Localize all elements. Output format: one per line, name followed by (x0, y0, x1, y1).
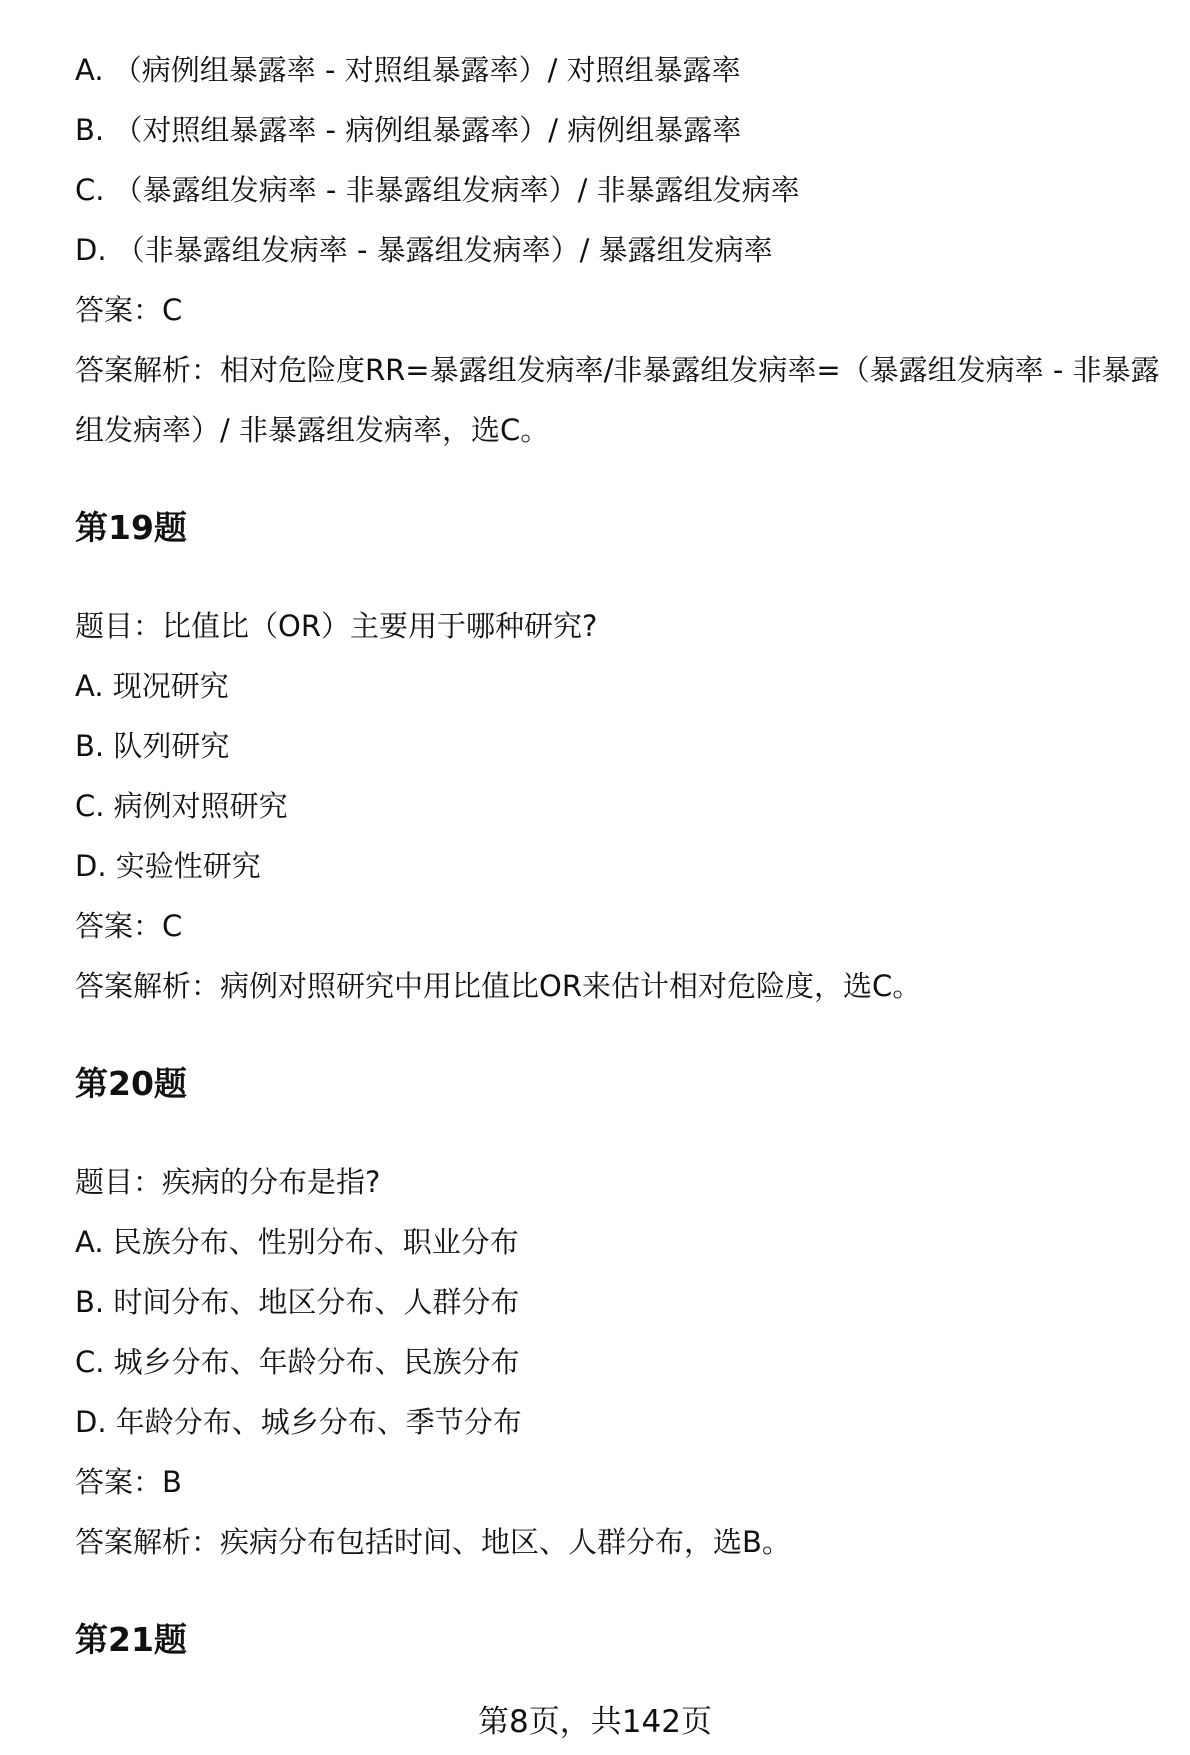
question-text: 题目：比值比（OR）主要用于哪种研究? (75, 609, 598, 643)
option-b: B. 队列研究 (75, 729, 230, 763)
question-21 (75, 1610, 1165, 1670)
option-c: C. 城乡分布、年龄分布、民族分布 (75, 1345, 520, 1379)
question-18 (75, 40, 1165, 460)
question-heading: 第19题 (75, 508, 187, 547)
answer: 答案：B (75, 1465, 182, 1499)
question-heading: 第21题 (75, 1620, 187, 1659)
option-b: B. 时间分布、地区分布、人群分布 (75, 1285, 520, 1319)
option-a: A. 现况研究 (75, 669, 229, 703)
option-a: A. 民族分布、性别分布、职业分布 (75, 1225, 519, 1259)
answer-analysis: 答案解析：病例对照研究中用比值比OR来估计相对危险度，选C。 (75, 969, 922, 1003)
answer: 答案：C (75, 909, 183, 943)
answer-analysis: 答案解析：疾病分布包括时间、地区、人群分布，选B。 (75, 1525, 791, 1559)
option-d: D. 年龄分布、城乡分布、季节分布 (75, 1405, 522, 1439)
question-heading: 第20题 (75, 1064, 187, 1103)
answer: 答案：C (75, 293, 183, 327)
document-page (75, 40, 1165, 1670)
question-19 (75, 498, 1165, 1016)
option-d: D. （非暴露组发病率 - 暴露组发病率）/ 暴露组发病率 (75, 233, 773, 267)
question-20 (75, 1054, 1165, 1572)
answer-analysis: 答案解析：相对危险度RR=暴露组发病率/非暴露组发病率=（暴露组发病率 - 非暴露组发病率）/ 非暴露组发病率，选C。 (75, 353, 1160, 447)
option-c: C. 病例对照研究 (75, 789, 288, 823)
question-text: 题目：疾病的分布是指? (75, 1165, 381, 1199)
option-d: D. 实验性研究 (75, 849, 261, 883)
option-a: A. （病例组暴露率 - 对照组暴露率）/ 对照组暴露率 (75, 53, 741, 87)
page-number: 第8页，共142页 (478, 1704, 712, 1740)
option-c: C. （暴露组发病率 - 非暴露组发病率）/ 非暴露组发病率 (75, 173, 800, 207)
option-b: B. （对照组暴露率 - 病例组暴露率）/ 病例组暴露率 (75, 113, 742, 147)
